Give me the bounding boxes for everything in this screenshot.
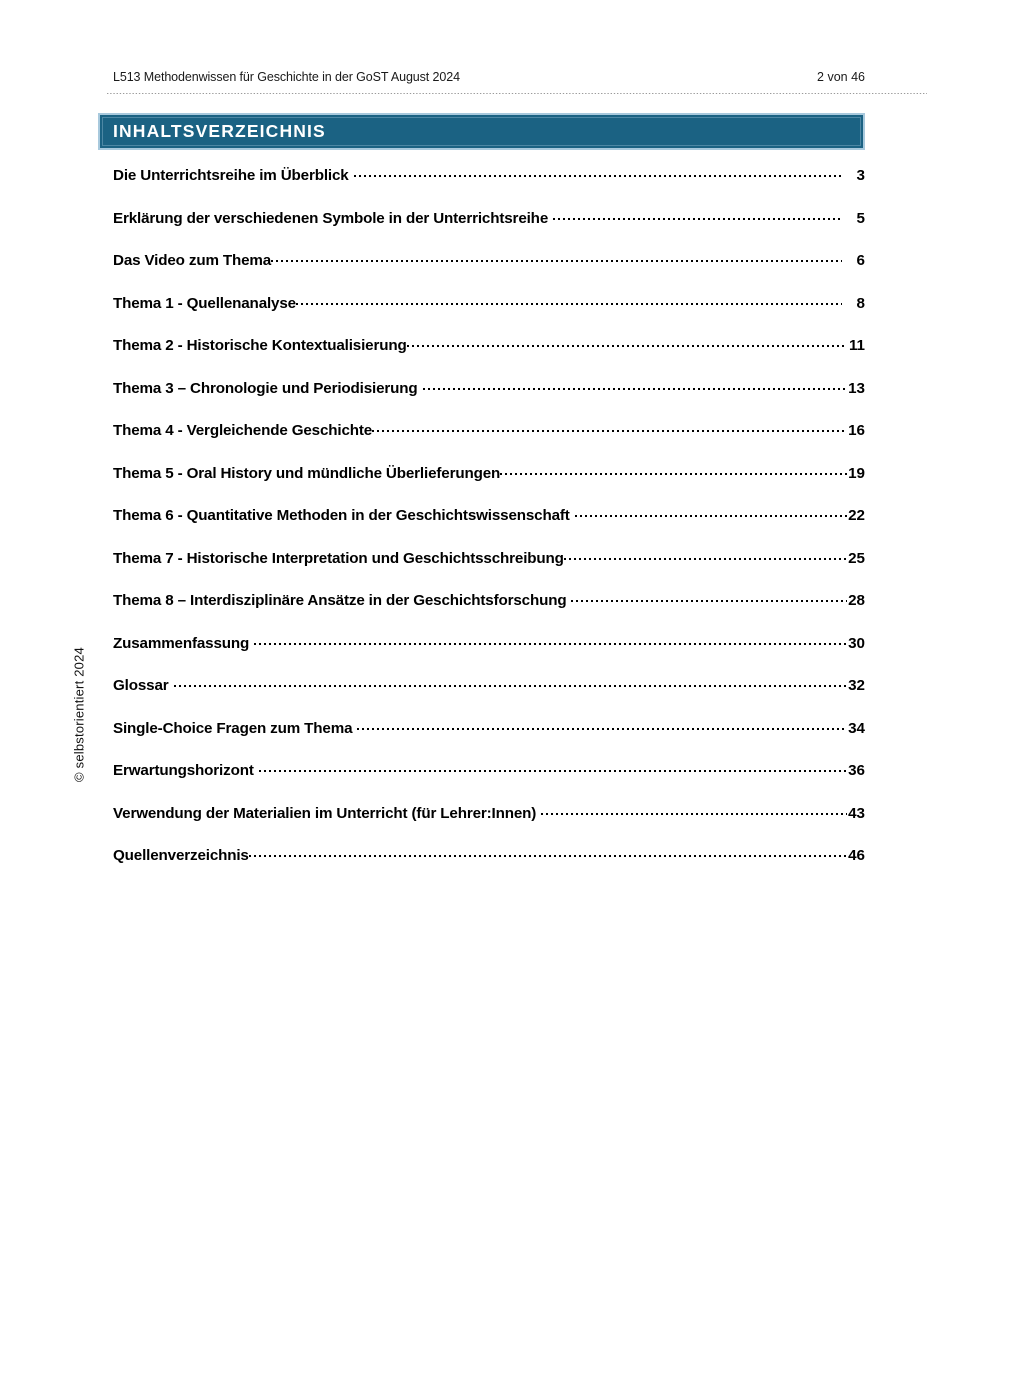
toc-leader-dots <box>372 419 847 435</box>
toc-entry-page-number: 28 <box>848 592 865 609</box>
toc-entry[interactable] <box>113 547 865 569</box>
table-of-contents <box>113 164 865 887</box>
toc-entry[interactable] <box>113 377 865 399</box>
toc-entry-label: Quellenverzeichnis <box>113 847 249 864</box>
toc-entry-page-number: 22 <box>848 507 865 524</box>
toc-entry-label: Thema 2 - Historische Kontextualisierung <box>113 337 407 354</box>
toc-entry-page-number: 36 <box>848 762 865 779</box>
toc-entry[interactable] <box>113 207 865 229</box>
toc-entry-label: Erklärung der verschiedenen Symbole in der Unterrichtsreihe <box>113 209 549 227</box>
toc-entry-page-number: 3 <box>856 167 865 184</box>
toc-leader-dots <box>354 164 842 180</box>
toc-entry-page-number: 43 <box>848 804 865 822</box>
toc-entry[interactable] <box>113 589 865 611</box>
toc-entry[interactable] <box>113 334 865 356</box>
toc-entry-label: Thema 8 – Interdisziplinäre Ansätze in der Geschichtsforschung <box>113 592 567 609</box>
copyright-vertical-label: © selbstorientiert 2024 <box>71 647 87 782</box>
toc-entry-page-number: 16 <box>848 422 865 439</box>
toc-entry-page-number: 8 <box>856 294 865 312</box>
toc-entry-page-number: 30 <box>848 634 865 652</box>
toc-leader-dots <box>500 462 847 478</box>
toc-entry-page-number: 34 <box>848 719 865 737</box>
toc-entry-label: Verwendung der Materialien im Unterricht (für Lehrer:Innen) <box>113 804 537 822</box>
toc-entry[interactable] <box>113 419 865 441</box>
toc-leader-dots <box>296 292 842 308</box>
page-number-indicator: 2 von 46 <box>817 70 865 84</box>
toc-entry[interactable] <box>113 504 865 526</box>
toc-entry[interactable] <box>113 844 865 866</box>
header-divider-rule <box>107 93 927 94</box>
toc-entry[interactable] <box>113 292 865 314</box>
toc-entry-label: Zusammenfassung <box>113 634 250 652</box>
toc-entry-label: Thema 3 – Chronologie und Periodisierung <box>113 379 418 397</box>
toc-entry-page-number: 25 <box>848 549 865 567</box>
toc-leader-dots <box>357 717 847 733</box>
toc-leader-dots <box>423 377 847 393</box>
toc-entry-label: Thema 7 - Historische Interpretation und Geschichtsschreibung <box>113 549 564 567</box>
toc-leader-dots <box>271 249 842 265</box>
toc-entry-page-number: 6 <box>856 252 865 269</box>
toc-entry-label: Glossar <box>113 677 169 694</box>
toc-leader-dots <box>259 759 847 775</box>
toc-entry[interactable] <box>113 759 865 781</box>
toc-entry[interactable] <box>113 462 865 484</box>
toc-entry-page-number: 32 <box>848 677 865 694</box>
toc-entry[interactable] <box>113 802 865 824</box>
toc-leader-dots <box>174 674 847 690</box>
toc-leader-dots <box>249 844 847 860</box>
toc-leader-dots <box>254 632 847 648</box>
toc-entry-label: Thema 1 - Quellenanalyse <box>113 294 296 312</box>
toc-entry[interactable] <box>113 674 865 696</box>
toc-entry-label: Die Unterrichtsreihe im Überblick <box>113 167 349 184</box>
toc-leader-dots <box>575 504 847 520</box>
section-banner-inhaltsverzeichnis <box>98 113 865 150</box>
toc-leader-dots <box>541 802 847 818</box>
toc-entry-label: Thema 5 - Oral History und mündliche Überlieferungen <box>113 464 501 482</box>
toc-entry-label: Single-Choice Fragen zum Thema <box>113 719 353 737</box>
toc-entry-label: Thema 6 - Quantitative Methoden in der Geschichtswissenschaft <box>113 507 570 524</box>
document-header-title: L513 Methodenwissen für Geschichte in der GoST August 2024 <box>113 70 460 84</box>
toc-entry-page-number: 46 <box>848 847 865 864</box>
toc-entry[interactable] <box>113 164 865 186</box>
page-running-header <box>113 70 865 92</box>
section-banner-title: INHALTSVERZEICHNIS <box>113 120 326 141</box>
toc-entry-page-number: 5 <box>856 209 865 227</box>
toc-entry-page-number: 19 <box>848 464 865 482</box>
toc-entry[interactable] <box>113 717 865 739</box>
toc-entry-label: Thema 4 - Vergleichende Geschichte <box>113 422 373 439</box>
toc-entry[interactable] <box>113 632 865 654</box>
toc-entry-page-number: 13 <box>848 379 865 397</box>
toc-leader-dots <box>564 547 847 563</box>
toc-entry-page-number: 11 <box>848 337 865 354</box>
toc-entry[interactable] <box>113 249 865 271</box>
toc-entry-label: Das Video zum Thema <box>113 252 272 269</box>
toc-leader-dots <box>407 334 847 350</box>
toc-leader-dots <box>553 207 842 223</box>
toc-entry-label: Erwartungshorizont <box>113 762 254 779</box>
toc-leader-dots <box>571 589 847 605</box>
